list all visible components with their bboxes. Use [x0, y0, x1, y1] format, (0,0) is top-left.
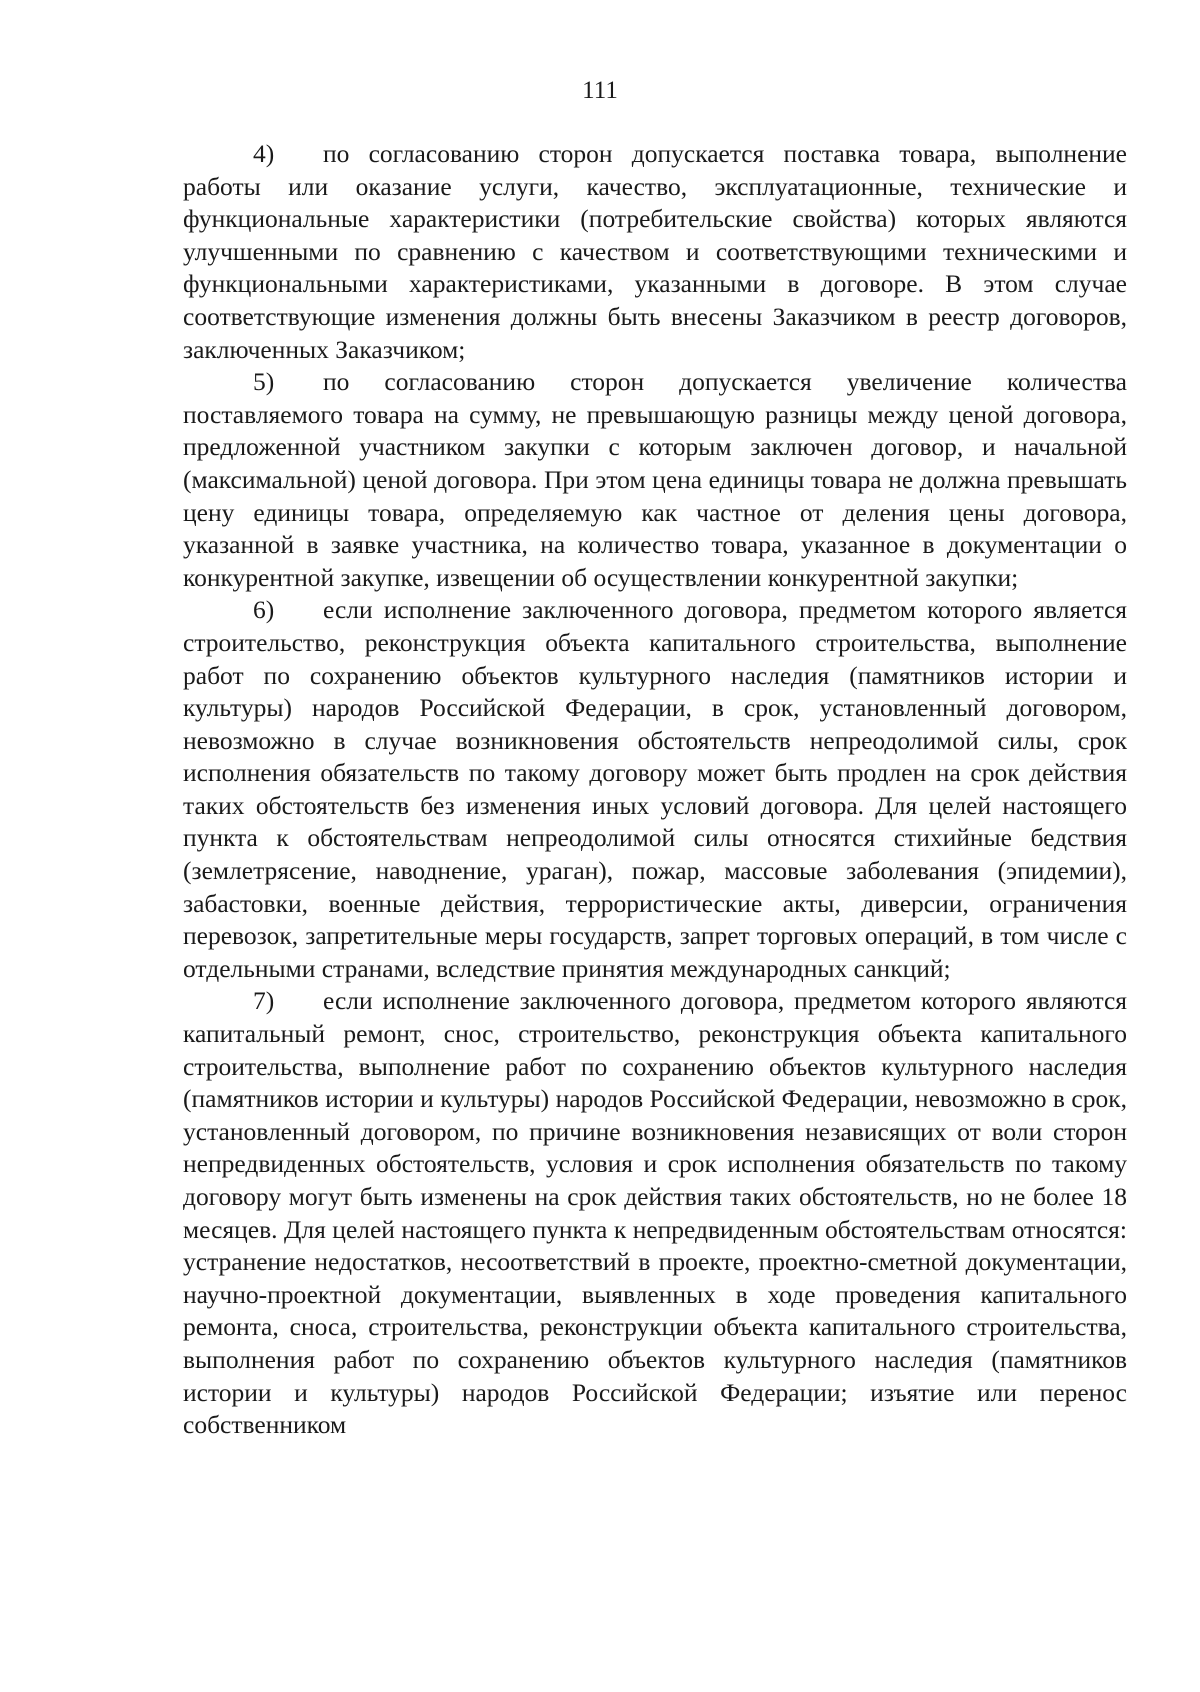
- item-number: 5): [253, 367, 275, 397]
- item-text: если исполнение заключенного договора, предметом которого является строительство, реконструкция объекта капитального строительства, выполнение работ по сохранению объектов культурного наследия (памятников истории и культуры) народов Российской Федерации, в срок, установленный договором, невозможно в случае возникновения обстоятельств непреодолимой силы, срок исполнения обязательств по такому договору может быть продлен на срок действия таких обстоятельств без изменения иных условий договора. Для целей настоящего пункта к обстоятельствам непреодолимой силы относятся стихийные бедствия (землетрясение, наводнение, ураган), пожар, массовые заболевания (эпидемии), забастовки, военные действия, террористические акты, диверсии, ограничения перевозок, запретительные меры государств, запрет торговых операций, в том числе с отдельными странами, вследствие принятия международных санкций;: [183, 595, 1127, 983]
- document-body: [183, 138, 1127, 1442]
- page-number: 111: [582, 77, 618, 104]
- list-item-4: [183, 138, 1127, 366]
- item-text: по согласованию сторон допускается увеличение количества поставляемого товара на сумму, не превышающую разницы между ценой договора, предложенной участником закупки с которым заключен договор, и начальной (максимальной) ценой договора. При этом цена единицы товара не должна превышать цену единицы товара, определяемую как частное от деления цены договора, указанной в заявке участника, на количество товара, указанное в документации о конкурентной закупке, извещении об осуществлении конкурентной закупки;: [183, 367, 1127, 592]
- list-item-7: [183, 985, 1127, 1441]
- list-item-5: [183, 366, 1127, 594]
- item-number: 4): [253, 139, 275, 168]
- item-text: если исполнение заключенного договора, предметом которого являются капитальный ремонт, снос, строительство, реконструкция объекта капитального строительства, выполнение работ по сохранению объектов культурного наследия (памятников истории и культуры) народов Российской Федерации, невозможно в срок, установленный договором, по причине возникновения независящих от воли сторон непредвиденных обстоятельств, условия и срок исполнения обязательств по такому договору могут быть изменены на срок действия таких обстоятельств, но не более 18 месяцев. Для целей настоящего пункта к непредвиденным обстоятельствам относятся: устранение недостатков, несоответствий в проекте, проектно-сметной документации, научно-проектной документации, выявленных в ходе проведения капитального ремонта, сноса, строительства, реконструкции объекта капитального строительства, выполнения работ по сохранению объектов культурного наследия (памятников истории и культуры) народов Российской Федерации; изъятие или перенос собственником: [183, 986, 1127, 1440]
- item-number: 6): [253, 595, 275, 625]
- item-text: по согласованию сторон допускается поставка товара, выполнение работы или оказание услуги, качество, эксплуатационные, технические и функциональные характеристики (потребительские свойства) которых являются улучшенными по сравнению с качеством и соответствующими техническими и функциональными характеристиками, указанными в договоре. В этом случае соответствующие изменения должны быть внесены Заказчиком в реестр договоров, заключенных Заказчиком;: [183, 139, 1127, 364]
- list-item-6: [183, 594, 1127, 985]
- item-number: 7): [253, 986, 275, 1016]
